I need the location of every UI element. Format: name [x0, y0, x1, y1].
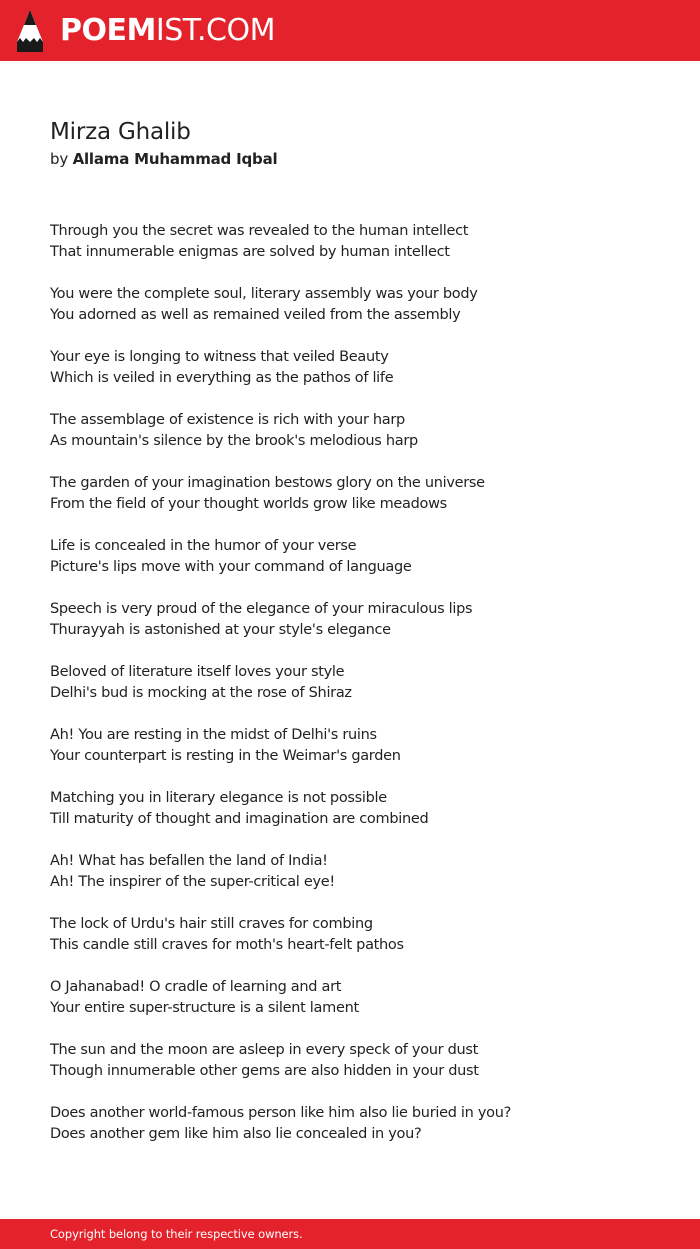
- poem-body: [50, 221, 660, 1145]
- poem-line: Though innumerable other gems are also hidden in your dust: [50, 1063, 479, 1079]
- poem-line: You were the complete soul, literary assembly was your body: [50, 286, 478, 302]
- site-logo[interactable]: [16, 9, 275, 53]
- poem-line: Ah! What has befallen the land of India!: [50, 853, 328, 869]
- poem-line: Beloved of literature itself loves your style: [50, 664, 345, 680]
- poem-byline: [50, 147, 660, 171]
- stanza: [50, 473, 660, 515]
- poem-line: You adorned as well as remained veiled from the assembly: [50, 307, 461, 323]
- poem-content: [50, 117, 660, 1166]
- stanza: [50, 347, 660, 389]
- poem-line: The garden of your imagination bestows glory on the universe: [50, 475, 485, 491]
- poem-line: Speech is very proud of the elegance of your miraculous lips: [50, 601, 473, 617]
- poem-line: As mountain's silence by the brook's melodious harp: [50, 433, 418, 449]
- poem-line: From the field of your thought worlds grow like meadows: [50, 496, 447, 512]
- stanza: [50, 1103, 660, 1145]
- poem-line: The lock of Urdu's hair still craves for combing: [50, 916, 373, 932]
- poem-line: Which is veiled in everything as the pathos of life: [50, 370, 394, 386]
- stanza: [50, 662, 660, 704]
- poem-line: The sun and the moon are asleep in every speck of your dust: [50, 1042, 479, 1058]
- poem-line: Your entire super-structure is a silent lament: [50, 1000, 359, 1016]
- stanza: [50, 788, 660, 830]
- site-footer: [0, 1219, 700, 1249]
- poem-line: Does another world-famous person like him also lie buried in you?: [50, 1105, 511, 1121]
- pencil-icon: [16, 9, 44, 53]
- stanza: [50, 725, 660, 767]
- brand-name: [60, 9, 275, 53]
- stanza: [50, 410, 660, 452]
- poem-author: Allama Muhammad Iqbal: [72, 150, 278, 168]
- by-label: by: [50, 150, 68, 168]
- stanza: [50, 221, 660, 263]
- stanza: [50, 284, 660, 326]
- poem-line: O Jahanabad! O cradle of learning and art: [50, 979, 342, 995]
- brand-name-bold: POEM: [60, 13, 156, 48]
- poem-line: Ah! The inspirer of the super-critical eye!: [50, 874, 335, 890]
- poem-line: Does another gem like him also lie concealed in you?: [50, 1126, 422, 1142]
- stanza: [50, 599, 660, 641]
- poem-line: That innumerable enigmas are solved by human intellect: [50, 244, 450, 260]
- poem-line: This candle still craves for moth's heart-felt pathos: [50, 937, 404, 953]
- poem-line: Your eye is longing to witness that veiled Beauty: [50, 349, 389, 365]
- poem-line: Picture's lips move with your command of language: [50, 559, 412, 575]
- poem-line: Your counterpart is resting in the Weimar's garden: [50, 748, 401, 764]
- poem-line: The assemblage of existence is rich with your harp: [50, 412, 405, 428]
- poem-line: Matching you in literary elegance is not possible: [50, 790, 387, 806]
- stanza: [50, 851, 660, 893]
- poem-line: Thurayyah is astonished at your style's elegance: [50, 622, 391, 638]
- stanza: [50, 914, 660, 956]
- poem-line: Through you the secret was revealed to the human intellect: [50, 223, 469, 239]
- poem-line: Till maturity of thought and imagination are combined: [50, 811, 429, 827]
- site-header: [0, 0, 700, 61]
- poem-line: Ah! You are resting in the midst of Delhi's ruins: [50, 727, 377, 743]
- stanza: [50, 536, 660, 578]
- poem-line: Life is concealed in the humor of your verse: [50, 538, 357, 554]
- poem-title: Mirza Ghalib: [50, 119, 191, 145]
- copyright-text: Copyright belong to their respective owners.: [50, 1227, 303, 1241]
- poem-line: Delhi's bud is mocking at the rose of Shiraz: [50, 685, 352, 701]
- stanza: [50, 1040, 660, 1082]
- brand-name-light: IST.COM: [155, 13, 275, 48]
- stanza: [50, 977, 660, 1019]
